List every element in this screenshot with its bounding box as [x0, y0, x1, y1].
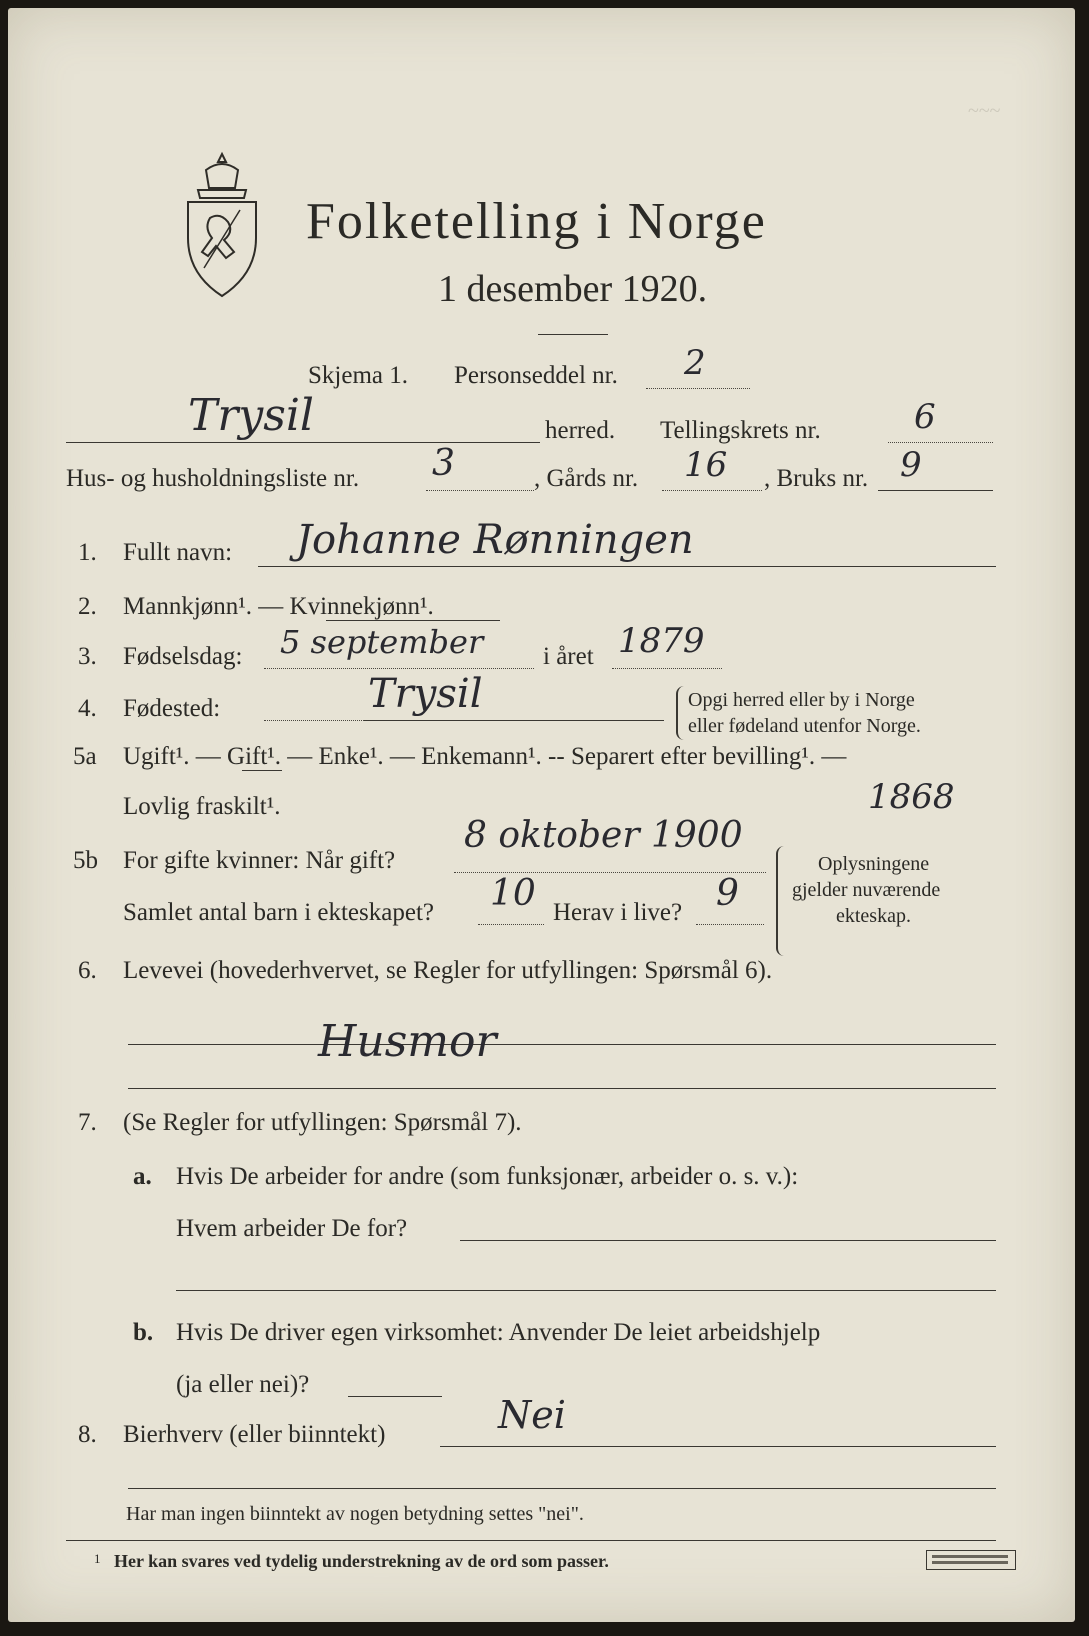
q7a-letter: a. — [133, 1163, 152, 1190]
q7a-field-line-2[interactable] — [176, 1290, 996, 1291]
q7b-text: Hvis De driver egen virksomhet: Anvender De leiet arbeidshjelp — [176, 1319, 821, 1346]
q8-field-line-2 — [128, 1488, 996, 1489]
birth-year-value[interactable]: 1879 — [618, 621, 705, 661]
q5b-children-label: Samlet antal barn i ekteskapet? — [123, 899, 434, 926]
tellingskrets-label: Tellingskrets nr. — [660, 417, 821, 444]
q4-label: Fødested: — [123, 695, 221, 722]
q2-gender-options: Mannkjønn¹. — Kvinnekjønn¹. — [123, 593, 434, 620]
q3-year-label: i året — [543, 643, 594, 670]
q5a-status-options-2: Lovlig fraskilt¹. — [123, 793, 281, 820]
q5b-note-2: gjelder nuværende — [792, 879, 941, 901]
q5b-note-3: ekteskap. — [836, 905, 911, 927]
q3-field-line — [264, 668, 534, 669]
footer-note: Har man ingen biinntekt av nogen betydning settes "nei". — [126, 1503, 584, 1525]
q7-number: 7. — [78, 1109, 97, 1136]
herred-value[interactable]: Trysil — [188, 390, 314, 441]
marriage-extra-value[interactable]: 1868 — [868, 777, 955, 817]
q6-field-line-2 — [128, 1088, 996, 1089]
herred-label: herred. — [545, 417, 616, 444]
children-count-value[interactable]: 10 — [490, 873, 536, 914]
q5b-alive-label: Herav i live? — [553, 899, 683, 926]
title-divider — [538, 334, 608, 335]
q5b-alive-field-line — [696, 924, 764, 925]
q4-field-line-b — [364, 720, 664, 721]
q7a-text-2: Hvem arbeider De for? — [176, 1215, 408, 1242]
tellingskrets-value[interactable]: 6 — [914, 397, 936, 437]
q3-number: 3. — [78, 643, 97, 670]
footnote-mark: 1 — [94, 1551, 101, 1566]
birthday-value[interactable]: 5 september — [280, 623, 484, 661]
q7a-field-line[interactable] — [460, 1240, 996, 1241]
q8-number: 8. — [78, 1421, 97, 1448]
q5a-selected-underline — [242, 770, 282, 771]
personseddel-value[interactable]: 2 — [684, 343, 706, 383]
husliste-field-line — [426, 490, 534, 491]
q7-label: (Se Regler for utfyllingen: Spørsmål 7). — [123, 1109, 522, 1136]
q1-number: 1. — [78, 539, 97, 566]
side-income-value[interactable]: Nei — [498, 1393, 566, 1437]
husliste-value[interactable]: 3 — [432, 443, 455, 484]
personseddel-label: Personseddel nr. — [454, 362, 618, 389]
q3-label: Fødselsdag: — [123, 643, 243, 670]
herred-field-line — [66, 442, 540, 443]
footnote-text: Her kan svares ved tydelig understrekning av de ord som passer. — [114, 1551, 609, 1571]
skjema-label: Skjema 1. — [308, 362, 408, 389]
personseddel-field-line — [646, 388, 750, 389]
q7b-letter: b. — [133, 1319, 154, 1346]
q7a-text: Hvis De arbeider for andre (som funksjonær, arbeider o. s. v.): — [176, 1163, 799, 1190]
q5b-brace — [776, 846, 786, 956]
q5a-status-options: Ugift¹. — Gift¹. — Enke¹. — Enkemann¹. -- Separert efter bevilling¹. — — [123, 743, 847, 770]
full-name-value[interactable]: Johanne Rønningen — [296, 517, 694, 563]
q6-label: Levevei (hovederhvervet, se Regler for utfyllingen: Spørsmål 6). — [123, 957, 773, 984]
birthplace-value[interactable]: Trysil — [368, 671, 483, 717]
husliste-label: Hus- og husholdningsliste nr. — [66, 465, 360, 492]
q5b-label: For gifte kvinner: Når gift? — [123, 847, 396, 874]
gards-field-line — [662, 490, 762, 491]
q6-number: 6. — [78, 957, 97, 984]
marriage-date-value[interactable]: 8 oktober 1900 — [464, 815, 743, 856]
q8-label: Bierhverv (eller biinntekt) — [123, 1421, 386, 1448]
coat-of-arms-icon — [176, 148, 268, 303]
q5b-children-field-line — [478, 924, 544, 925]
tellingskrets-field-line — [888, 442, 993, 443]
q2-selected-underline — [326, 620, 500, 621]
q4-field-line-a — [264, 720, 364, 721]
form-title: Folketelling i Norge — [306, 193, 767, 250]
footer-divider — [66, 1540, 996, 1541]
bruks-label: , Bruks nr. — [764, 465, 869, 492]
q5b-number: 5b — [73, 847, 98, 874]
occupation-value[interactable]: Husmor — [318, 1016, 497, 1067]
q4-brace — [676, 686, 686, 740]
q7b-field-line[interactable] — [348, 1396, 442, 1397]
census-form — [8, 8, 1075, 1622]
q4-note-2: eller fødeland utenfor Norge. — [688, 715, 921, 737]
census-date: 1 desember 1920. — [438, 268, 708, 310]
q1-field-line — [258, 566, 996, 567]
q7b-text-2: (ja eller nei)? — [176, 1371, 310, 1398]
q3-year-field-line — [612, 668, 722, 669]
bleed-through: ~~~ — [968, 100, 1001, 122]
q5a-number: 5a — [73, 743, 97, 770]
printer-stamp-icon — [926, 1550, 1016, 1570]
bruks-field-line — [878, 490, 993, 491]
q6-field-line-1 — [128, 1044, 996, 1045]
q5b-note-1: Oplysningene — [818, 853, 930, 875]
q4-number: 4. — [78, 695, 97, 722]
q4-note-1: Opgi herred eller by i Norge — [688, 689, 915, 711]
q8-field-line — [440, 1446, 996, 1447]
gards-label: , Gårds nr. — [534, 465, 639, 492]
children-alive-value[interactable]: 9 — [716, 873, 739, 914]
bruks-value[interactable]: 9 — [900, 445, 922, 485]
q1-label: Fullt navn: — [123, 539, 233, 566]
q2-number: 2. — [78, 593, 97, 620]
gards-value[interactable]: 16 — [684, 445, 728, 485]
